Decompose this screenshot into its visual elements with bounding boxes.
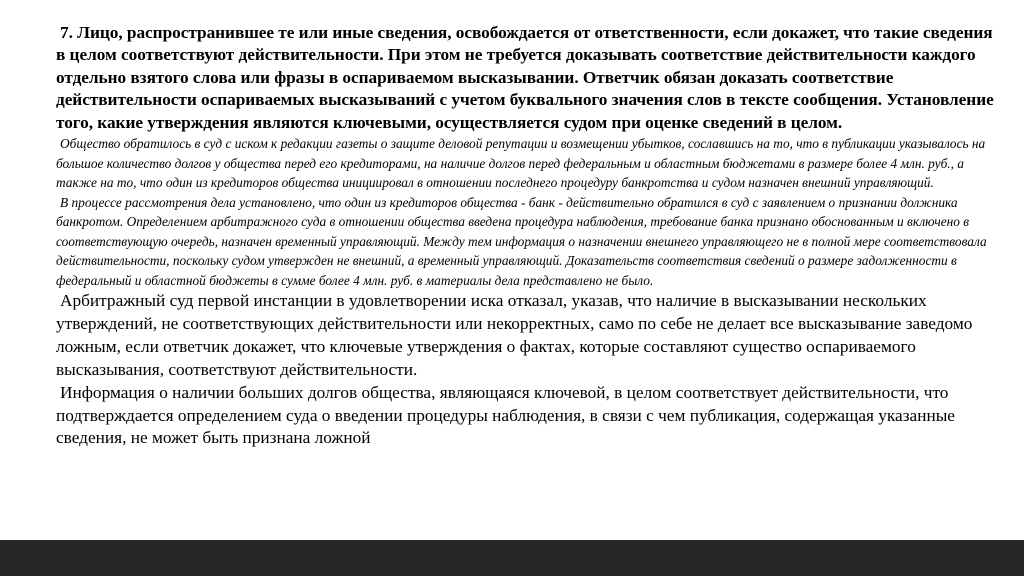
legal-provision-paragraph: 7. Лицо, распространившее те или иные сведения, освобождается от ответственности, если докажет, что такие сведения в целом соответствуют действительности. При этом не требуется доказывать соответствие действительности каждого отдельно взятого слова или фразы в оспариваемом высказывании. Ответчик обязан доказать соответствие действительности оспариваемых высказываний с учетом буквального значения слов в тексте сообщения. Установление того, какие утверждения являются ключевыми, осуществляется судом при оценке сведений в целом.	[56, 23, 994, 132]
court-conclusion-paragraph: Информация о наличии больших долгов общества, являющаяся ключевой, в целом соответствует действительности, что подтверждается определением суда о введении процедуры наблюдения, в связи с чем публикация, содержащая указанные сведения, не может быть признана ложной	[56, 382, 955, 448]
case-findings-paragraph: В процессе рассмотрения дела установлено, что один из кредиторов общества - банк - действительно обратился в суд с заявлением о признании должника банкротом. Определением арбитражного суда в отношении общества введена процедура наблюдения, требование банка признано обоснованным и включено в соответствующую очередь, назначен временный управляющий. Между тем информация о назначении внешнего управляющего не в полной мере соответствовала действительности, поскольку судом утвержден не внешний, а временный управляющий. Доказательств соответствия сведений о размере задолженности в федеральный и областной бюджеты в сумме более 4 млн. руб. в материалы дела представлено не было.	[56, 194, 987, 288]
court-decision-paragraph: Арбитражный суд первой инстанции в удовлетворении иска отказал, указав, что наличие в высказывании нескольких утверждений, не соответствующих действительности или некорректных, само по себе не делает все высказывание заведомо ложным, если ответчик докажет, что ключевые утверждения о фактах, которые составляют существо оспариваемого высказывания, соответствуют действительности.	[56, 291, 973, 379]
footer-bar	[0, 540, 1024, 576]
slide-content	[56, 22, 998, 450]
case-facts-paragraph: Общество обратилось в суд с иском к редакции газеты о защите деловой репутации и возмещении убытков, сославшись на то, что в публикации указывалось на большое количество долгов у общества перед его кредиторами, на наличие долгов перед федеральным и областным бюджетами в размере более 4 млн. руб., а также на то, что один из кредиторов общества инициировал в отношении последнего процедуру банкротства и судом назначен внешний управляющий.	[56, 136, 986, 191]
